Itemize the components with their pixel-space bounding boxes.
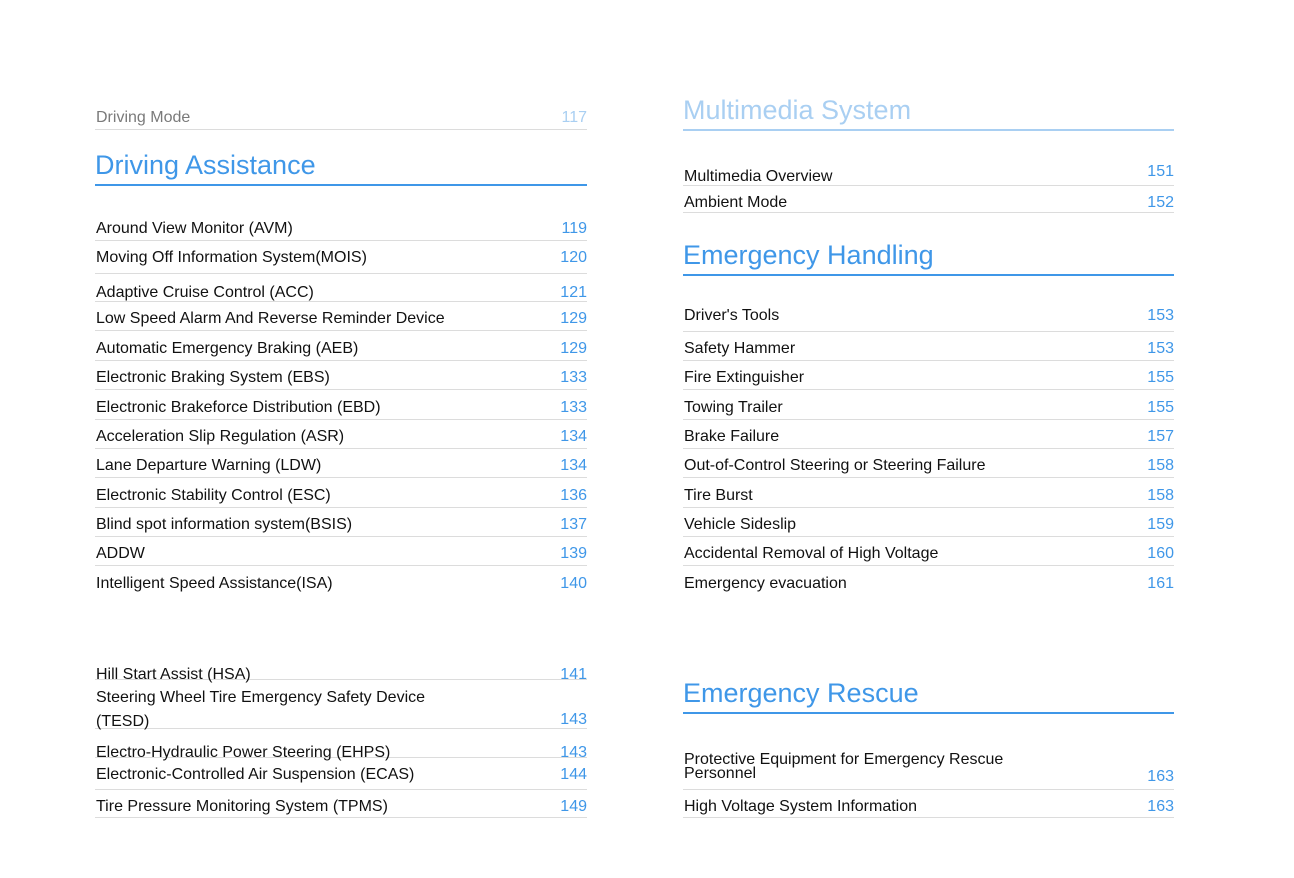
toc-entry-title: Acceleration Slip Regulation (ASR) (96, 428, 345, 445)
toc-entry[interactable] (95, 486, 587, 508)
toc-entry-page: 152 (1147, 194, 1174, 211)
toc-entry-page: 160 (1147, 545, 1174, 562)
toc-entry-title: Blind spot information system(BSIS) (96, 516, 353, 533)
toc-entry-page: 157 (1147, 428, 1174, 445)
toc-entry-title: Electro-Hydraulic Power Steering (EHPS) (96, 744, 391, 761)
toc-entry-page: 143 (560, 711, 587, 728)
toc-entry-title: Moving Off Information System(MOIS) (96, 249, 367, 266)
toc-entry-page: 121 (560, 284, 587, 301)
toc-entry-driving-mode[interactable] (95, 108, 587, 130)
toc-entry-page: 155 (1147, 399, 1174, 416)
toc-entry-page: 158 (1147, 457, 1174, 474)
toc-entry-page: 153 (1147, 340, 1174, 357)
toc-entry-title: Hill Start Assist (HSA) (96, 666, 251, 683)
toc-entry-title: Automatic Emergency Braking (AEB) (96, 340, 359, 357)
toc-entry-title: Brake Failure (684, 428, 780, 445)
toc-entry[interactable] (95, 743, 587, 761)
toc-entry-page: 163 (1147, 768, 1174, 785)
toc-entry-title: Accidental Removal of High Voltage (684, 545, 939, 562)
toc-entry[interactable] (683, 574, 1174, 596)
toc-entry-title: Safety Hammer (684, 340, 796, 357)
toc-entry-page: 140 (560, 575, 587, 592)
toc-entry-title: Driver's Tools (684, 307, 780, 324)
toc-entry-title: Tire Pressure Monitoring System (TPMS) (96, 798, 388, 815)
section-heading-emergency-rescue: Emergency Rescue (683, 678, 1174, 714)
toc-entry[interactable] (683, 164, 1174, 186)
toc-entry-page: 155 (1147, 369, 1174, 386)
toc-entry-title: Lane Departure Warning (LDW) (96, 457, 322, 474)
toc-entry[interactable] (683, 306, 1174, 332)
toc-entry[interactable] (95, 797, 587, 818)
toc-entry-page: 129 (560, 340, 587, 357)
toc-entry-page: 120 (560, 249, 587, 266)
toc-entry[interactable] (95, 515, 587, 537)
toc-entry-title: Around View Monitor (AVM) (96, 220, 293, 237)
toc-entry-page: 134 (560, 457, 587, 474)
toc-entry-page: 144 (560, 766, 587, 783)
section-heading-multimedia: Multimedia System (683, 95, 1174, 131)
toc-entry[interactable] (95, 665, 587, 683)
toc-entry-title: Vehicle Sideslip (684, 516, 797, 533)
toc-entry-page: 161 (1147, 575, 1174, 592)
toc-entry[interactable] (683, 544, 1174, 566)
toc-entry-page: 141 (560, 666, 587, 683)
toc-entry-page: 159 (1147, 516, 1174, 533)
toc-entry-title: Fire Extinguisher (684, 369, 805, 386)
toc-entry[interactable] (95, 398, 587, 420)
toc-entry[interactable] (683, 486, 1174, 508)
toc-entry-page: 133 (560, 369, 587, 386)
section-heading-emergency-handling: Emergency Handling (683, 240, 1174, 276)
toc-entry-title: Tire Burst (684, 487, 753, 504)
toc-entry-page: 158 (1147, 487, 1174, 504)
toc-entry-page: 163 (1147, 798, 1174, 815)
toc-entry[interactable] (95, 248, 587, 274)
toc-entry[interactable] (95, 283, 587, 302)
toc-entry-page: 137 (560, 516, 587, 533)
toc-entry[interactable] (95, 544, 587, 566)
toc-entry-page: 151 (1147, 163, 1174, 180)
toc-entry-page: 139 (560, 545, 587, 562)
toc-entry-title: Electronic Braking System (EBS) (96, 369, 330, 386)
toc-entry-title: ADDW (96, 545, 145, 562)
toc-entry-title: Electronic-Controlled Air Suspension (ECAS) (96, 766, 415, 783)
toc-entry-title: Electronic Stability Control (ESC) (96, 487, 331, 504)
toc-entry-title: Protective Equipment for Emergency Rescue Personnel (684, 751, 1004, 782)
toc-entry-title: Out-of-Control Steering or Steering Failure (684, 457, 986, 474)
toc-entry[interactable] (683, 339, 1174, 361)
toc-entry-title: High Voltage System Information (684, 798, 918, 815)
toc-entry-page: 133 (560, 399, 587, 416)
toc-entry[interactable] (683, 398, 1174, 420)
toc-entry-title: Emergency evacuation (684, 575, 847, 592)
toc-entry-page: 136 (560, 487, 587, 504)
toc-entry-title: Multimedia Overview (684, 168, 833, 185)
section-heading-driving-assistance: Driving Assistance (95, 150, 587, 186)
toc-entry[interactable] (95, 219, 587, 241)
toc-entry[interactable] (95, 574, 587, 596)
toc-entry-page: 143 (560, 744, 587, 761)
toc-entry[interactable] (95, 427, 587, 449)
toc-entry[interactable] (95, 765, 587, 790)
toc-entry-title: Intelligent Speed Assistance(ISA) (96, 575, 333, 592)
toc-entry[interactable] (683, 368, 1174, 390)
toc-entry-page: 117 (561, 109, 587, 126)
toc-entry-title: Driving Mode (96, 109, 191, 126)
toc-entry-title: Adaptive Cruise Control (ACC) (96, 284, 314, 301)
toc-entry[interactable] (683, 751, 1174, 790)
toc-entry[interactable] (95, 309, 587, 331)
toc-entry[interactable] (95, 339, 587, 361)
toc-entry-page: 119 (561, 220, 587, 237)
toc-entry-page: 129 (560, 310, 587, 327)
toc-entry[interactable] (683, 427, 1174, 449)
toc-entry-page: 153 (1147, 307, 1174, 324)
toc-entry-title: Towing Trailer (684, 399, 783, 416)
toc-entry[interactable] (95, 368, 587, 390)
toc-entry[interactable] (95, 456, 587, 478)
toc-entry[interactable] (683, 797, 1174, 818)
toc-entry-title: Ambient Mode (684, 194, 788, 211)
toc-entry-title: Low Speed Alarm And Reverse Reminder Device (96, 310, 445, 327)
toc-entry-page: 134 (560, 428, 587, 445)
toc-entry[interactable] (683, 193, 1174, 213)
toc-entry[interactable] (683, 456, 1174, 478)
toc-entry-page: 149 (560, 798, 587, 815)
toc-entry[interactable] (683, 515, 1174, 537)
toc-entry-title: Electronic Brakeforce Distribution (EBD) (96, 399, 381, 416)
toc-entry[interactable] (95, 690, 587, 729)
toc-entry-title: Steering Wheel Tire Emergency Safety Device (TESD) (96, 689, 426, 730)
